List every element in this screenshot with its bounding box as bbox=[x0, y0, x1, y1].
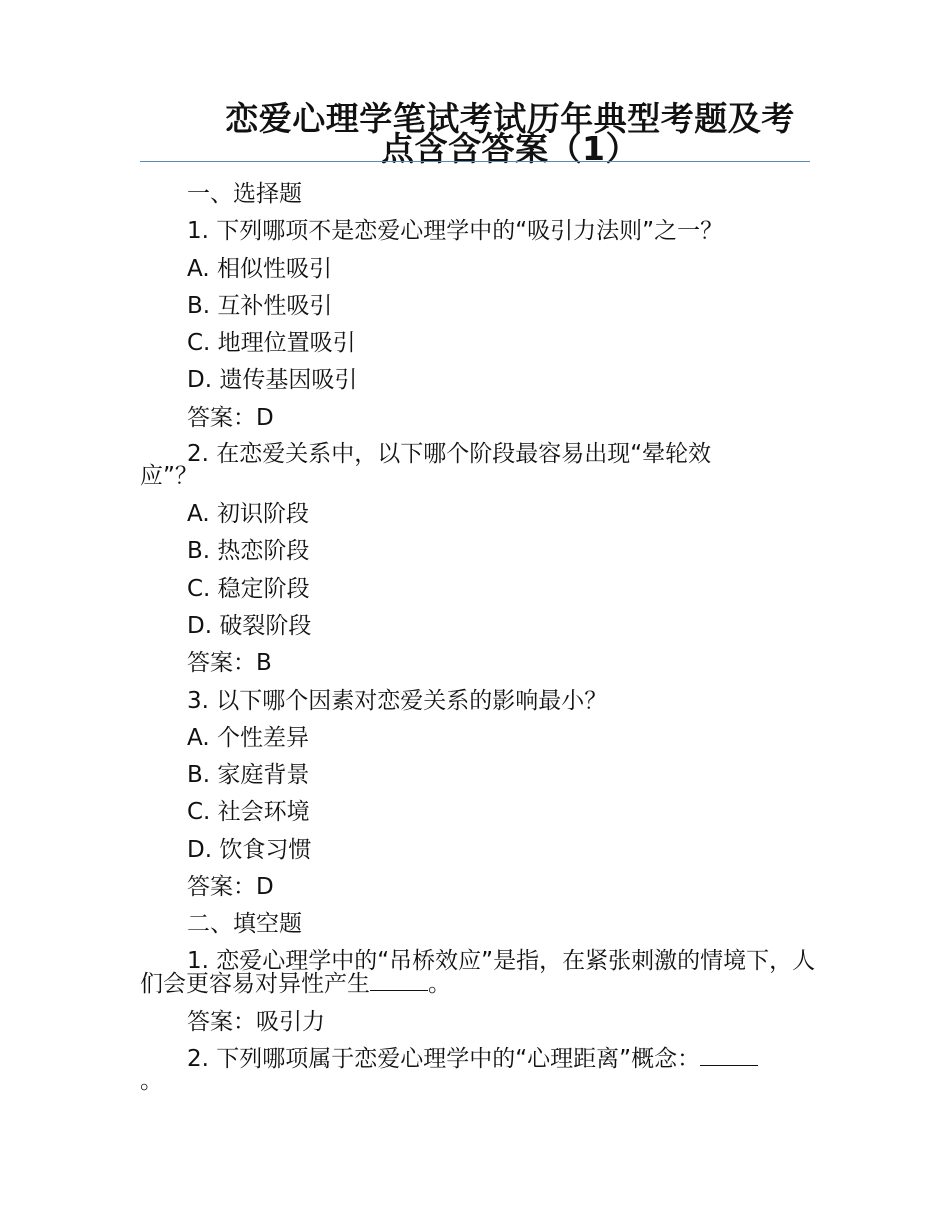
question-3-option-a: A. 个性差异 bbox=[187, 724, 309, 751]
fill-2-blank bbox=[700, 1047, 758, 1066]
question-1-option-b: B. 互补性吸引 bbox=[187, 292, 333, 319]
fill-1-blank bbox=[370, 972, 428, 991]
question-3-option-c: C. 社会环境 bbox=[187, 799, 310, 826]
question-2-option-d: D. 破裂阶段 bbox=[187, 612, 312, 639]
fill-2-suffix: 。 bbox=[140, 1067, 163, 1094]
section-heading-fill: 二、填空题 bbox=[187, 911, 302, 938]
document-title: 恋爱心理学笔试考试历年典型考题及考点含含答案（1） bbox=[225, 99, 795, 168]
question-2-option-a: A. 初识阶段 bbox=[187, 501, 309, 528]
fill-1-answer: 答案：吸引力 bbox=[187, 1008, 325, 1035]
question-3-option-b: B. 家庭背景 bbox=[187, 762, 310, 789]
question-2-option-b: B. 热恋阶段 bbox=[187, 538, 310, 565]
section-heading-choice: 一、选择题 bbox=[187, 181, 302, 207]
fill-2-text bbox=[140, 1047, 760, 1092]
question-1-option-a: A. 相似性吸引 bbox=[187, 255, 332, 282]
question-1-option-d: D. 遗传基因吸引 bbox=[187, 367, 358, 394]
question-3-option-d: D. 饮食习惯 bbox=[187, 836, 312, 863]
fill-2-prompt: 2. 下列哪项属于恋爱心理学中的“心理距离”概念： bbox=[187, 1045, 701, 1072]
title-divider bbox=[140, 161, 810, 162]
question-1-text: 1. 下列哪项不是恋爱心理学中的“吸引力法则”之一？ bbox=[187, 218, 724, 245]
document-body bbox=[140, 176, 820, 1101]
question-2-option-c: C. 稳定阶段 bbox=[187, 575, 310, 602]
fill-1-text bbox=[140, 947, 820, 997]
question-2-answer: 答案：B bbox=[187, 650, 272, 677]
question-1-answer: 答案：D bbox=[187, 404, 274, 431]
question-1-option-c: C. 地理位置吸引 bbox=[187, 330, 356, 357]
fill-1-prompt: 1. 恋爱心理学中的“吊桥效应”是指，在紧张刺激的情境下，人们会更容易对异性产生 bbox=[140, 947, 816, 997]
question-3-text: 3. 以下哪个因素对恋爱关系的影响最小？ bbox=[187, 687, 608, 714]
question-3-answer: 答案：D bbox=[187, 874, 274, 901]
question-2-text: 2. 在恋爱关系中，以下哪个阶段最容易出现“晕轮效应”？ bbox=[140, 441, 712, 490]
fill-1-suffix: 。 bbox=[428, 970, 451, 997]
